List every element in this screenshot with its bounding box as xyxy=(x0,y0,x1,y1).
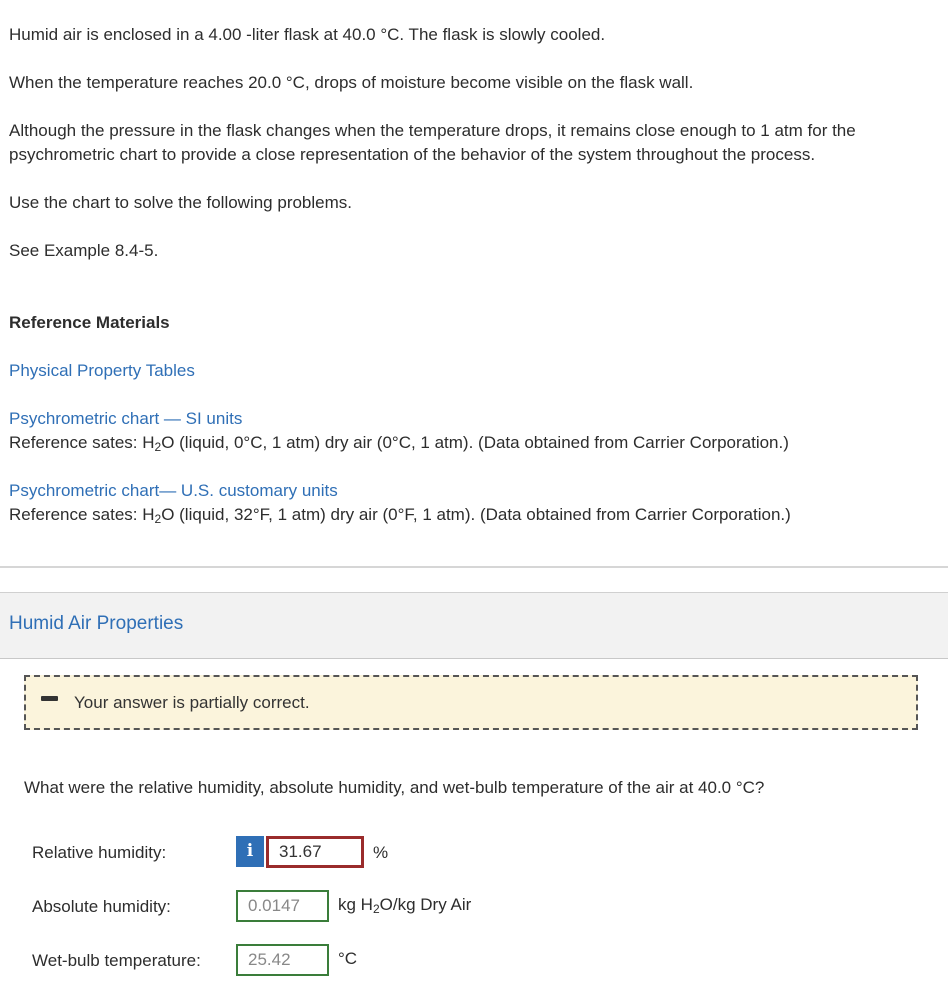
divider xyxy=(0,566,948,568)
partial-correct-banner xyxy=(24,675,918,730)
us-reference-states: Reference sates: $H_2O$ (liquid, 32°F, 1 atm) dry air (0°F, 1 atm). (Data obtained from Carrier Corporation.) xyxy=(9,505,791,526)
wet-bulb-temperature-input[interactable] xyxy=(236,944,329,976)
physical-property-tables-link[interactable]: Physical Property Tables xyxy=(9,361,195,380)
reference-materials-heading: Reference Materials xyxy=(9,313,170,332)
problem-statement-2: When the temperature reaches 20.0 °C, drops of moisture become visible on the flask wall. xyxy=(9,73,694,92)
wet-bulb-temperature-unit: °C xyxy=(338,949,358,968)
si-reference-states: Reference sates: $H_2O$ (liquid, 0°C, 1 atm) dry air (0°C, 1 atm). (Data obtained from Carrier Corporation.) xyxy=(9,433,789,454)
wet-bulb-temperature-label: Wet-bulb temperature: xyxy=(32,951,201,970)
partial-minus-icon xyxy=(41,696,58,701)
info-icon[interactable]: i xyxy=(236,836,264,867)
psychrometric-chart-us-link[interactable]: Psychrometric chart— U.S. customary units xyxy=(9,481,338,500)
relative-humidity-input[interactable] xyxy=(266,836,364,868)
psychrometric-chart-si-link[interactable]: Psychrometric chart — SI units xyxy=(9,409,243,428)
absolute-humidity-input[interactable] xyxy=(236,890,329,922)
relative-humidity-unit: % xyxy=(373,843,389,862)
banner-message: Your answer is partially correct. xyxy=(74,693,310,712)
relative-humidity-label: Relative humidity: xyxy=(32,843,167,862)
problem-instruction: Use the chart to solve the following problems. xyxy=(9,193,353,212)
problem-statement-3: Although the pressure in the flask changes when the temperature drops, it remains close enough to 1 atm for the psychrometric chart to provide a close representation of the behavior of the system throughout the process. xyxy=(9,121,856,164)
question-text: What were the relative humidity, absolute humidity, and wet-bulb temperature of the air at 40.0 °C? xyxy=(24,778,765,797)
absolute-humidity-unit: kg $H_2O/kg$ Dry Air xyxy=(338,895,472,916)
section-header xyxy=(0,592,948,659)
section-title[interactable]: Humid Air Properties xyxy=(9,613,184,634)
absolute-humidity-label: Absolute humidity: xyxy=(32,897,171,916)
problem-statement-1: Humid air is enclosed in a 4.00 -liter flask at 40.0 °C. The flask is slowly cooled. xyxy=(9,25,606,44)
example-reference: See Example 8.4-5. xyxy=(9,241,159,260)
